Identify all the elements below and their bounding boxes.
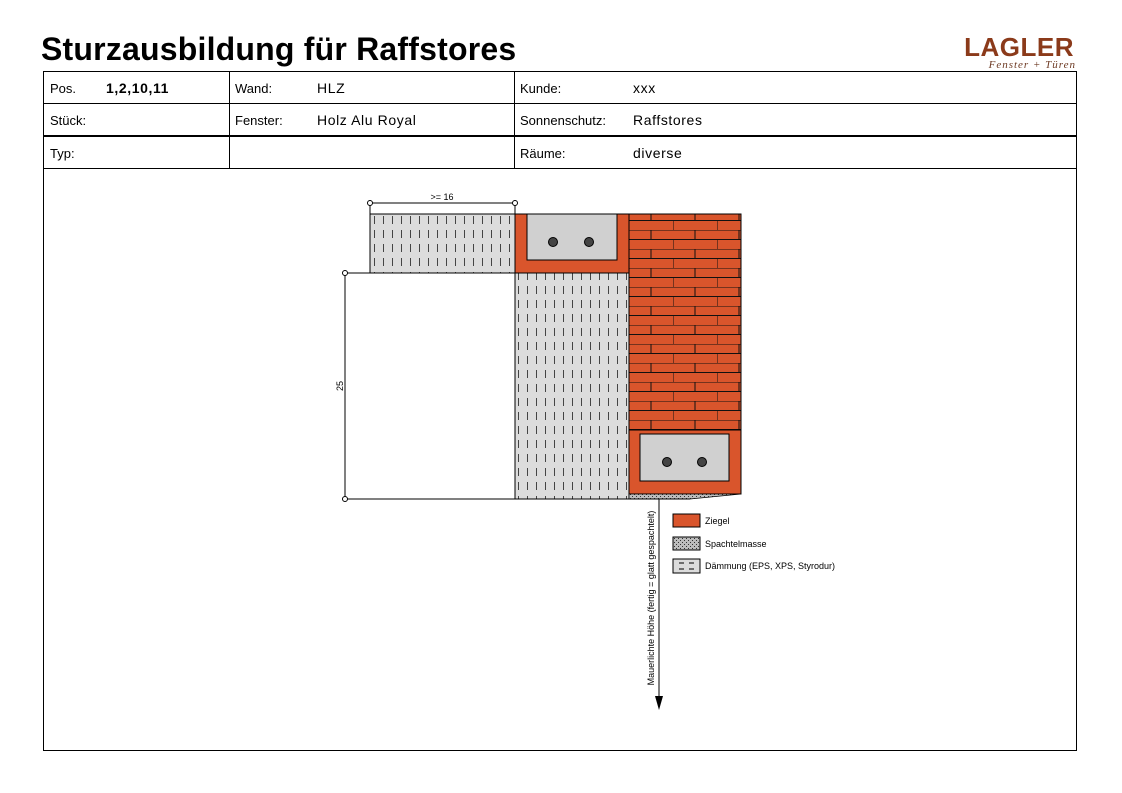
dim-width-label: >= 16 bbox=[430, 192, 454, 202]
insulation-top bbox=[370, 214, 515, 273]
legend-insulation-swatch bbox=[673, 559, 700, 573]
height-arrow-note: Mauerlichte Höhe (fertig = glatt gespachtelt) bbox=[646, 510, 656, 686]
legend-filler-swatch bbox=[673, 537, 700, 550]
height-arrowhead bbox=[655, 696, 663, 710]
field-pos-value: 1,2,10,11 bbox=[106, 80, 170, 96]
field-wand-label: Wand: bbox=[235, 81, 273, 96]
legend-brick-label: Ziegel bbox=[705, 516, 730, 526]
field-raeume-value: diverse bbox=[633, 145, 683, 161]
legend-brick-swatch bbox=[673, 514, 700, 527]
field-kunde-label: Kunde: bbox=[520, 81, 562, 96]
lintel-top bbox=[527, 214, 617, 260]
field-typ-label: Typ: bbox=[50, 146, 75, 161]
field-wand-value: HLZ bbox=[317, 80, 346, 96]
logo-name: LAGLER bbox=[964, 32, 1074, 62]
field-fenster-label: Fenster: bbox=[235, 113, 283, 128]
dim-height-label: 25 bbox=[335, 380, 345, 392]
lintel-bottom-rebar-2 bbox=[698, 458, 707, 467]
field-sonnenschutz-label: Sonnenschutz: bbox=[520, 113, 607, 128]
legend-insulation-label: Dämmung (EPS, XPS, Styrodur) bbox=[705, 561, 836, 571]
field-raeume-label: Räume: bbox=[520, 146, 566, 161]
dim-point bbox=[368, 201, 373, 206]
dim-point bbox=[513, 201, 518, 206]
field-pos-label: Pos. bbox=[50, 81, 77, 96]
legend-filler-label: Spachtelmasse bbox=[705, 539, 767, 549]
dim-point bbox=[343, 271, 348, 276]
field-fenster-value: Holz Alu Royal bbox=[317, 112, 417, 128]
logo-tagline: Fenster + Türen bbox=[988, 59, 1076, 71]
filler-strip bbox=[629, 494, 741, 499]
lintel-bottom-rebar-1 bbox=[663, 458, 672, 467]
page-title: Sturzausbildung für Raffstores bbox=[41, 31, 517, 67]
lintel-top-rebar-2 bbox=[585, 238, 594, 247]
field-sonnenschutz-value: Raffstores bbox=[633, 112, 703, 128]
field-stueck-label: Stück: bbox=[50, 113, 87, 128]
insulation-side bbox=[515, 273, 629, 499]
dim-point bbox=[343, 497, 348, 502]
lintel-top-rebar-1 bbox=[549, 238, 558, 247]
field-kunde-value: xxx bbox=[633, 80, 656, 96]
lintel-bottom bbox=[640, 434, 729, 481]
